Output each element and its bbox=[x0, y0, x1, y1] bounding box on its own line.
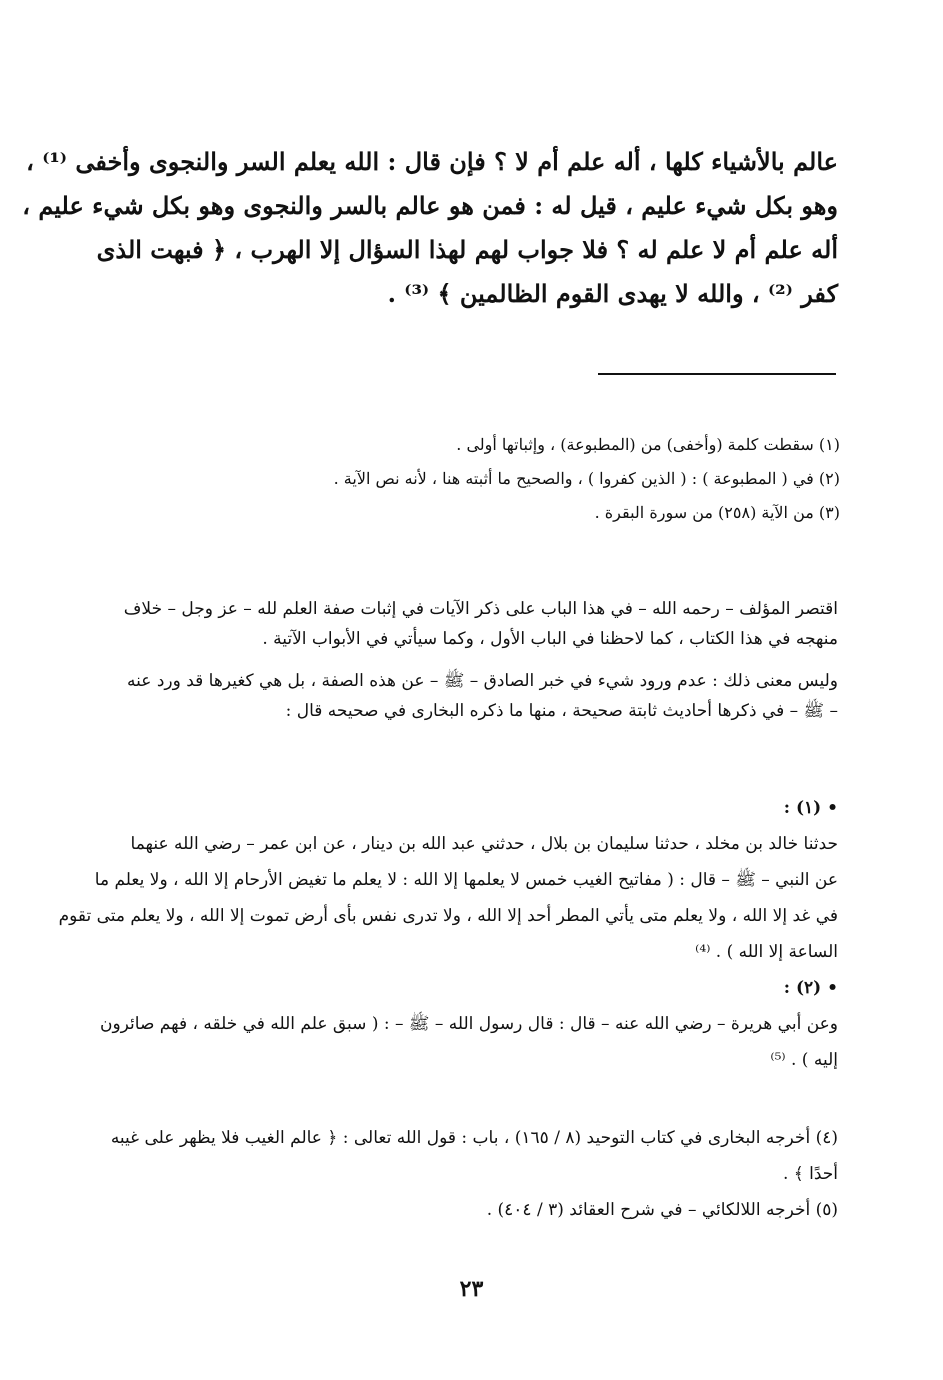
footnote-divider bbox=[598, 373, 836, 375]
main-text-line: كفر ⁽²⁾ ، والله لا يهدى القوم الظالمين ﴾ ⁽³⁾ . bbox=[387, 279, 838, 308]
footnote: أحدًا ﴾ . bbox=[782, 1164, 838, 1184]
main-text bbox=[22, 140, 838, 316]
footnote: (٣) من الآية (٢٥٨) من سورة البقرة . bbox=[594, 503, 840, 522]
main-text-line: وهو بكل شيء عليم ، قيل له : فمن هو عالم بالسر والنجوى وهو بكل شيء عليم ، bbox=[22, 191, 838, 220]
hadith-line: في غد إلا الله ، ولا يعلم متى يأتي المطر أحد إلا الله ، ولا تدرى نفس بأى أرض تموت إلا الله ، ولا يعلم متى تقوم bbox=[58, 906, 838, 926]
hadith-line: عن النبي – ﷺ – قال : ( مفاتيح الغيب خمس لا يعلمها إلا الله : لا يعلم ما تغيض الأرحام إلا الله ، ولا يعلم ما bbox=[94, 870, 838, 890]
commentary-line: اقتصر المؤلف – رحمه الله – في هذا الباب على ذكر الآيات في إثبات صفة العلم لله – عز وجل – خلاف bbox=[123, 599, 838, 619]
main-text-line: أله علم أم لا علم له ؟ فلا جواب لهم لهذا السؤال إلا الهرب ، ﴿ فبهت الذى bbox=[96, 235, 838, 264]
commentary-paragraph-2 bbox=[127, 666, 838, 726]
main-text-line: عالم بالأشياء كلها ، أله علم أم لا ؟ فإن قال : الله يعلم السر والنجوى وأخفى ⁽¹⁾ ، bbox=[26, 147, 838, 176]
hadith-section bbox=[58, 790, 838, 1078]
footnotes-top bbox=[300, 428, 840, 530]
hadith-item-label: • (٢) : bbox=[783, 978, 838, 998]
commentary-paragraph-1 bbox=[123, 594, 838, 654]
footnote: (١) سقطت كلمة (وأخفى) من (المطبوعة) ، وإثباتها أولى . bbox=[456, 435, 840, 454]
hadith-line: وعن أبي هريرة – رضي الله عنه – قال : قال رسول الله – ﷺ – : ( سبق علم الله في خلقه ، فهم صائرون bbox=[99, 1014, 838, 1034]
hadith-line: إليه ) . ⁽⁵⁾ bbox=[770, 1050, 838, 1070]
commentary-line: وليس معنى ذلك : عدم ورود شيء في خبر الصادق – ﷺ – عن هذه الصفة ، بل هي كغيرها قد ورد عنه bbox=[127, 671, 838, 691]
page-number: ٢٣ bbox=[459, 1276, 484, 1302]
commentary-line: – ﷺ – في ذكرها أحاديث ثابتة صحيحة ، منها ما ذكره البخارى في صحيحه قال : bbox=[285, 701, 838, 721]
footnotes-bottom bbox=[110, 1120, 838, 1228]
hadith-item-label: • (١) : bbox=[783, 798, 838, 818]
footnote: (٤) أخرجه البخارى في كتاب التوحيد (٨ / ١٦٥) ، باب : قول الله تعالى : ﴿ عالم الغيب فلا يظهر على غيبه bbox=[110, 1128, 838, 1148]
footnote: (٥) أخرجه اللالكائي – في شرح العقائد (٣ / ٤٠٤) . bbox=[486, 1200, 838, 1220]
commentary bbox=[123, 594, 838, 726]
hadith-line: حدثنا خالد بن مخلد ، حدثنا سليمان بن بلال ، حدثني عبد الله بن دينار ، عن ابن عمر – رضي الله عنهما bbox=[130, 834, 838, 854]
hadith-line: الساعة إلا الله ) . ⁽⁴⁾ bbox=[695, 942, 838, 962]
commentary-line: منهجه في هذا الكتاب ، كما لاحظنا في الباب الأول ، وكما سيأتي في الأبواب الآتية . bbox=[262, 629, 838, 649]
footnote: (٢) في ( المطبوعة ) : ( الذين كفروا ) ، والصحيح ما أثبته هنا ، لأنه نص الآية . bbox=[333, 469, 840, 488]
